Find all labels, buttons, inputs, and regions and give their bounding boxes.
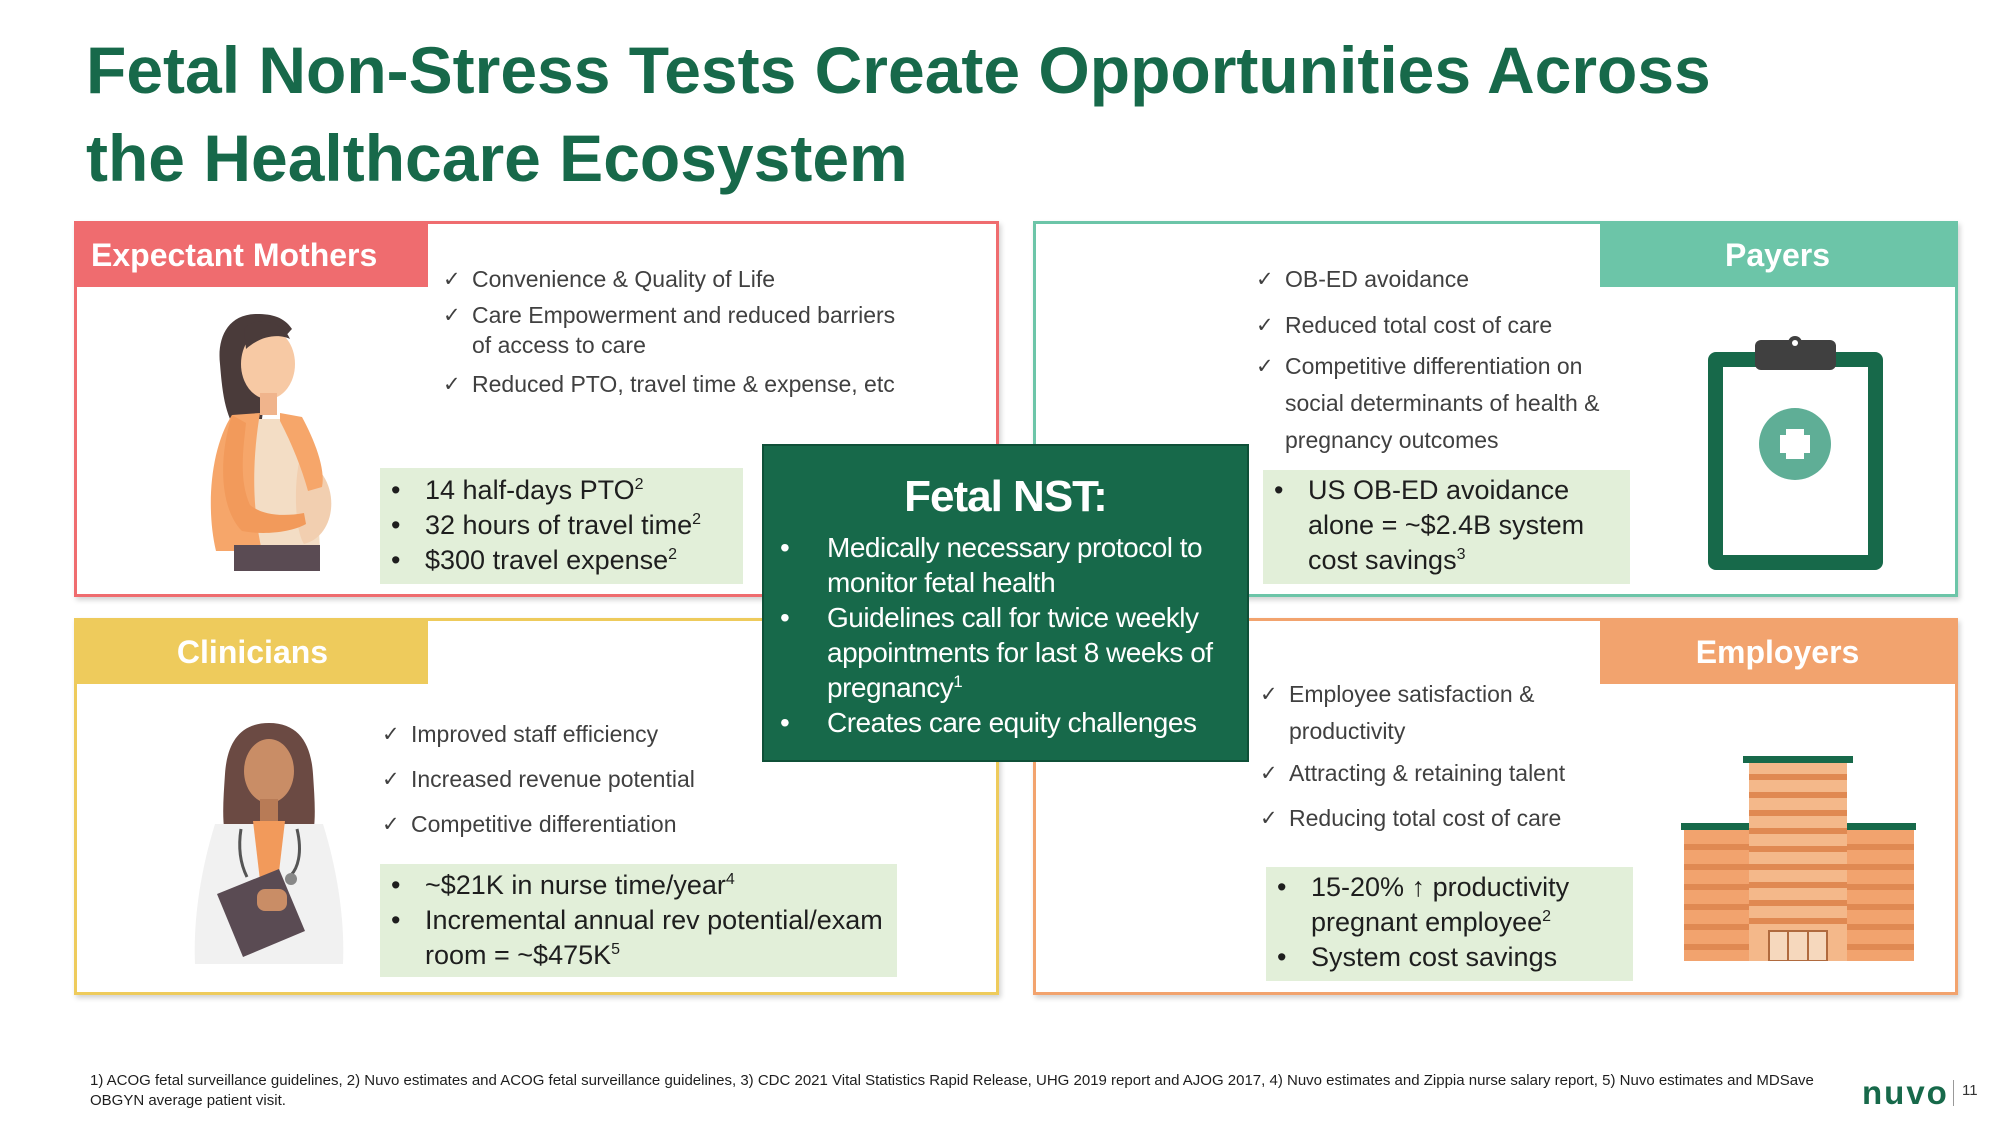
fetal-nst-list	[764, 530, 1247, 740]
list-item: ✓ Competitive differentiation on social determinants of health & pregnancy outcomes	[1256, 348, 1646, 459]
footnote: 1) ACOG fetal surveillance guidelines, 2) Nuvo estimates and ACOG fetal surveillance guidelines, 3) CDC 2021 Vital Statistics Rapid Release, UHG 2019 report and AJOG 2017, 4) Nuvo estimates and Zippia nurse salary report, 5) Nuvo estimates and MDSave OBGYN average patient visit.	[90, 1072, 1814, 1109]
list-item: • Medically necessary protocol to monitor fetal health	[764, 530, 1247, 600]
list-item: ✓ Convenience & Quality of Life	[443, 264, 913, 294]
list-item: • ~$21K in nurse time/year$^4$	[380, 868, 897, 903]
fetal-nst-box	[762, 444, 1249, 762]
expectant-mothers-header: Expectant Mothers	[77, 224, 428, 287]
page-title-line-2: the Healthcare Ecosystem	[86, 121, 908, 195]
clinicians-header: Clinicians	[77, 621, 428, 684]
pregnant-woman-icon	[202, 309, 352, 574]
mothers-stat-box	[380, 468, 743, 584]
list-item: • $300 travel expense$^2$	[380, 543, 743, 578]
list-item: ✓ Reduced total cost of care	[1256, 310, 1646, 340]
payers-header: Payers	[1600, 224, 1955, 287]
clinicians-benefit-list	[382, 719, 782, 839]
payers-stat-box	[1263, 470, 1630, 584]
list-item: ✓ Care Empowerment and reduced barriers of access to care	[443, 300, 913, 360]
list-item: • US OB-ED avoidance alone = ~$2.4B system cost savings$^3$	[1263, 473, 1630, 578]
page-number: 11	[1962, 1082, 1978, 1099]
clinicians-stat-box	[380, 864, 897, 977]
list-item: • Creates care equity challenges	[764, 705, 1247, 740]
list-item: ✓ Competitive differentiation	[382, 809, 782, 839]
office-building-icon	[1681, 756, 1916, 961]
list-item: ✓ Improved staff efficiency	[382, 719, 782, 749]
payers-benefit-list	[1256, 264, 1646, 459]
doctor-icon	[187, 719, 352, 964]
list-item: ✓ Increased revenue potential	[382, 764, 782, 794]
page-title	[86, 26, 1886, 202]
employers-benefit-list	[1260, 676, 1600, 833]
fetal-nst-title: Fetal NST:	[904, 472, 1107, 521]
list-item: • 14 half-days PTO$^2$	[380, 473, 743, 508]
clipboard-medical-icon	[1703, 334, 1888, 574]
list-item: • 15-20% ↑ productivity pregnant employee$^2$	[1266, 870, 1633, 940]
divider	[1953, 1080, 1954, 1106]
list-item: • System cost savings	[1266, 940, 1633, 975]
list-item: ✓ Reduced PTO, travel time & expense, etc	[443, 366, 913, 402]
list-item: ✓ OB-ED avoidance	[1256, 264, 1646, 294]
mothers-benefit-list	[443, 264, 913, 402]
nuvo-logo: nuvo	[1862, 1074, 1949, 1111]
list-item: • Incremental annual rev potential/exam room = $\sim\$475K^5$	[380, 903, 897, 973]
list-item: ✓ Employee satisfaction & productivity	[1260, 676, 1600, 750]
list-item: • Guidelines call for twice weekly appointments for last 8 weeks of pregnancy$^1$	[764, 600, 1247, 705]
page-title-line-1: Fetal Non-Stress Tests Create Opportunities Across	[86, 33, 1711, 107]
list-item: ✓ Reducing total cost of care	[1260, 803, 1600, 833]
list-item: ✓ Attracting & retaining talent	[1260, 758, 1600, 788]
list-item: • 32 hours of travel time$^2$	[380, 508, 743, 543]
employers-header: Employers	[1600, 621, 1955, 684]
employers-stat-box	[1266, 867, 1633, 981]
